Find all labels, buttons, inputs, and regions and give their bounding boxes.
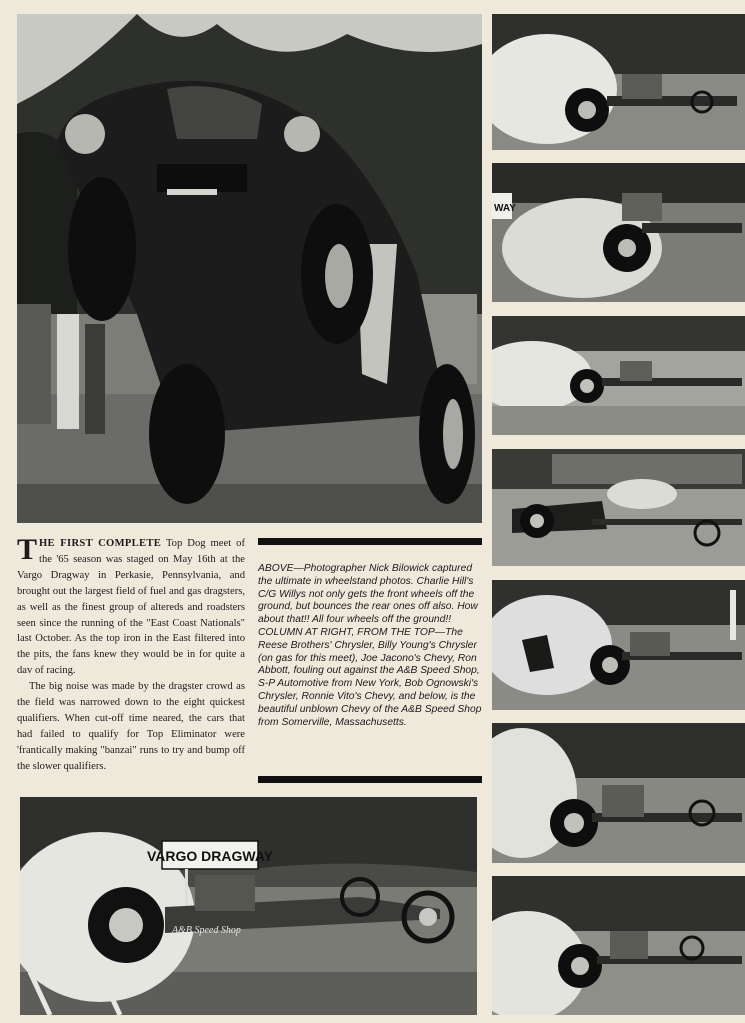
photo-caption: ABOVE—Photographer Nick Bilowick captured the ultimate in wheelstand photos. Charlie Hill's C/G Willys not only gets the front wheels off the ground, but bounces the rear ones off also. How about that!! All four wheels off the ground!! COLUMN AT RIGHT, FROM THE TOP—The Reese Brothers' Chrysler, Billy Young's Chrysler (on gas for this meet), Joe Jacono's Chevy, Ron Abbott, fouling out against the A&B Speed Shop, S-P Automotive from New York, Bob Ognowski's Chrysler, Ronnie Vito's Chevy, and below, is the beautiful unblown Chevy of the A&B Speed Shop from Somerville, Massachusetts. (258, 563, 482, 728)
joe-jacono-chevy-photo (492, 316, 745, 435)
caption-bottom-rule (258, 776, 482, 783)
main-wheelstand-photo (17, 14, 482, 523)
ab-speed-shop-dragster-photo (20, 797, 477, 1015)
article-paragraph-1 (17, 533, 245, 679)
caption-top-rule (258, 538, 482, 545)
drop-cap: T (17, 533, 38, 566)
vargo-dragway-sign: VARGO DRAGWAY (146, 848, 274, 864)
billy-young-chrysler-photo (492, 163, 745, 302)
thumb2-sign-text: WAY (494, 203, 516, 214)
reese-brothers-chrysler-photo (492, 14, 745, 150)
ron-abbott-vs-ab-speed-shop-photo (492, 449, 745, 566)
s-p-automotive-photo (492, 580, 745, 710)
article-body (17, 533, 245, 775)
article-paragraph-2: The big noise was made by the dragster crowd as the field was narrowed down to the eight quickest qualifiers. When cut-off time neared, the cars that had failed to qualify for Top Eliminator were 'frantically making "banzai" runs to try and bump off the slower qualifiers. (17, 681, 245, 772)
bob-ognowski-chrysler-photo (492, 723, 745, 863)
ronnie-vito-chevy-photo (492, 876, 745, 1015)
paragraph-1-text: Top Dog meet of the '65 season was staged on May 16th at the Vargo Dragway in Perkasie, Pennsylvania, and brought out the largest field of fuel and gas dragsters, as well as the finest group of altereds and roadsters seen since the running of the "East Coast Nationals" last October. As the top iron in the East filtered into the pits, the fans knew they would be in for quite a dav of racing. (17, 538, 245, 677)
lead-in-text: HE FIRST COMPLETE (39, 538, 162, 549)
ab-speed-shop-lettering: A&B Speed Shop (172, 925, 241, 936)
